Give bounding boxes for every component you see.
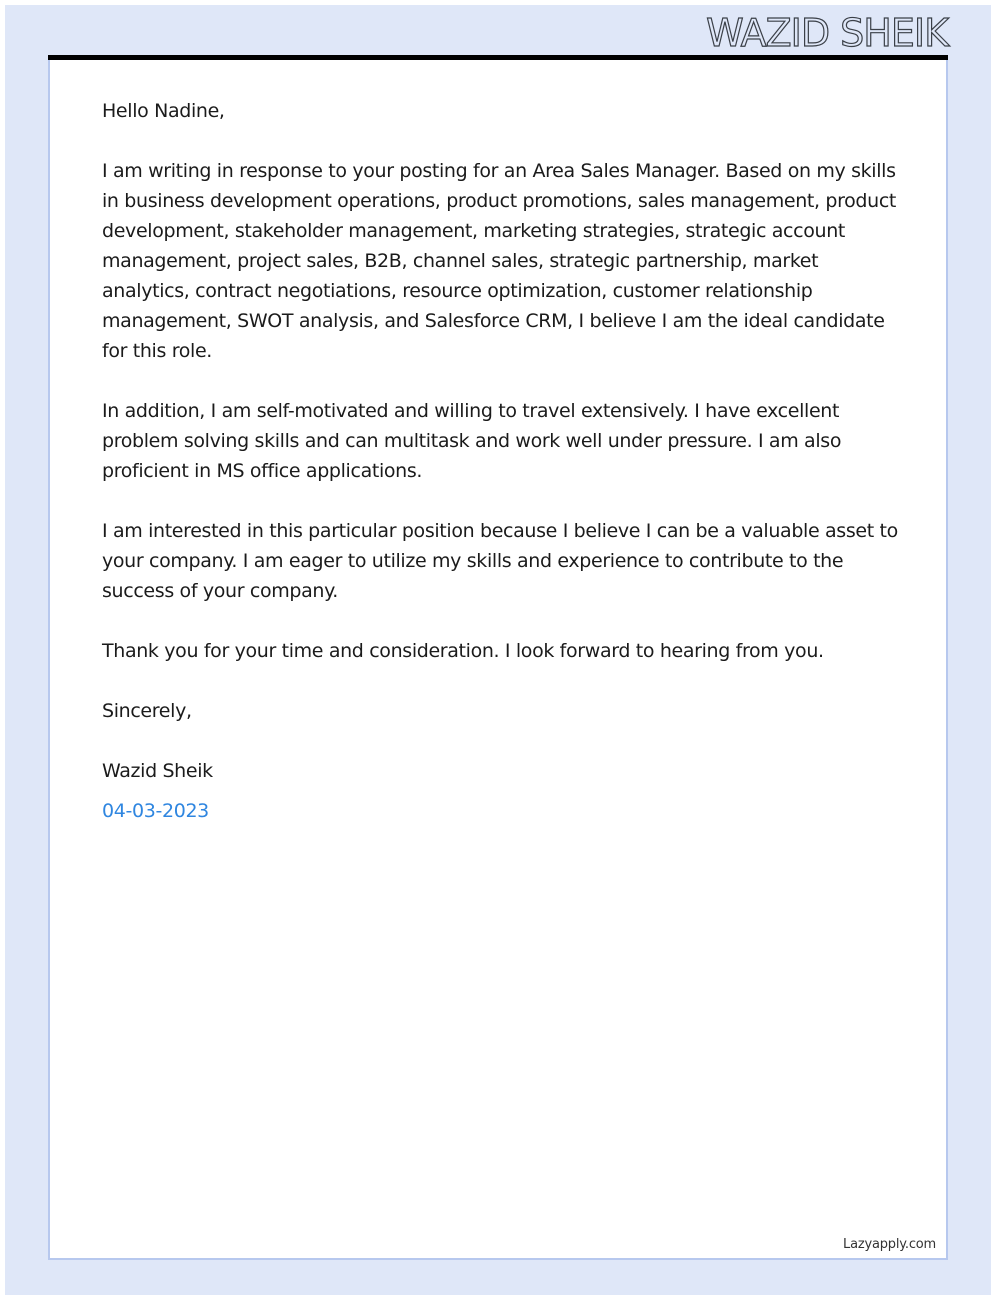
- letter-signature: Wazid Sheik: [102, 760, 213, 782]
- letter-paragraph: Thank you for your time and consideration. I look forward to hearing from you.: [102, 640, 824, 662]
- letter-paragraph: I am interested in this particular position because I believe I can be a valuable asset to your company. I am eager to utilize my skills and experience to contribute to the success of your company.: [102, 520, 898, 602]
- letter-closing: Sincerely,: [102, 700, 192, 722]
- letter-paragraph: I am writing in response to your posting for an Area Sales Manager. Based on my skills in business development operations, product promotions, sales management, product development, stakeholder management, marketing strategies, strategic account management, project sales, B2B, channel sales, strategic partnership, market analytics, contract negotiations, resource optimization, customer relationship management, SWOT analysis, and Salesforce CRM, I believe I am the ideal candidate for this role.: [102, 160, 897, 362]
- footer-brand: Lazyapply.com: [843, 1237, 936, 1252]
- letter-paragraph: In addition, I am self-motivated and willing to travel extensively. I have excellent problem solving skills and can multitask and work well under pressure. I am also proficient in MS office applications.: [102, 400, 842, 482]
- header-name: WAZID SHEIK: [706, 11, 948, 55]
- letter-greeting: Hello Nadine,: [102, 100, 225, 122]
- letter-page: [48, 60, 948, 1260]
- letter-body: [102, 96, 902, 826]
- letter-date: 04-03-2023: [102, 800, 209, 822]
